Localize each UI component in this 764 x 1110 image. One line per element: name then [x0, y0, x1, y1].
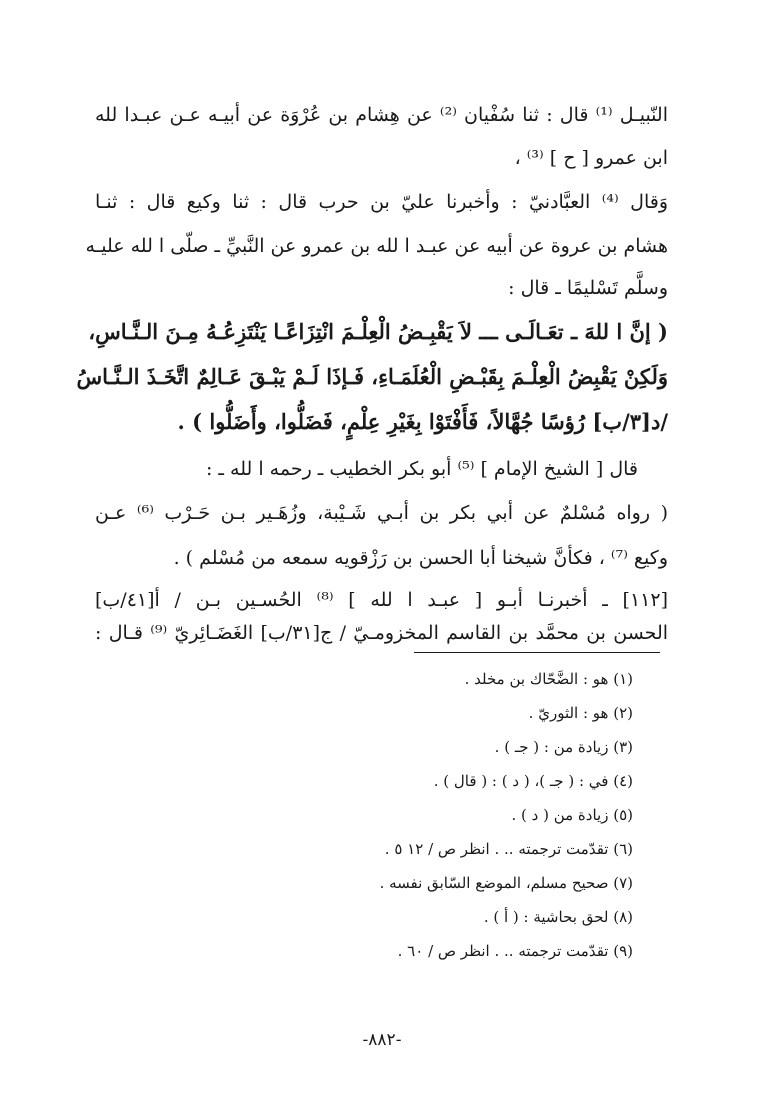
- text-line-11: وكيع ⁽⁷⁾ ، فكأنَّ شيخنا أبا الحسن بن رَزْقويه سمعه من مُسْلم ) .: [173, 547, 668, 569]
- footnote-5: (٥) زيادة من ( د ) .: [511, 806, 633, 824]
- text-line-12: [١١٢] ـ أخبرنـا أبـو [ عبـد ا لله ] ⁽⁸⁾ الحُسـين بـن / أ[٤١/ب]: [95, 589, 669, 611]
- text-line-5: وسلَّم تَسْليمًا ـ قال :: [508, 277, 668, 299]
- footnote-6: (٦) تقدّمت ترجمته .. . انظر ص / ١٢ ٥ .: [384, 840, 633, 858]
- page-number: -٨٨٢-: [362, 1030, 402, 1050]
- text-line-2: ابن عمرو [ ح ] ⁽³⁾ ،: [514, 147, 668, 169]
- footnote-separator: [414, 652, 660, 653]
- footnote-8: (٨) لحق بحاشية : ( أ ) .: [483, 908, 633, 926]
- footnote-9: (٩) تقدّمت ترجمته .. . انظر ص / ٦٠ .: [397, 942, 633, 960]
- hadith-line-1: ( إنَّ ا للهَ ـ تعَـالَـى ـــ لاَ يَقْبِـضُ الْعِلْـمَ انْتِزَاعًـا يَنْتَزِعُـهُ مِـنَ الـنَّـاسِ،: [88, 319, 668, 344]
- text-line-3: وَقال ⁽⁴⁾ العبَّادنيّ : وأخبرنا عليّ بن حرب قال : ثنا وكيع قال : ثنـا: [95, 191, 669, 213]
- footnote-2: (٢) هو : الثوريّ .: [528, 704, 633, 722]
- text-line-9: قال [ الشيخ الإمام ] ⁽⁵⁾ أبو بكر الخطيب ـ رحمه ا لله ـ :: [205, 458, 638, 480]
- hadith-line-2: وَلَكِنْ يَقْبِضُ الْعِلْـمَ بِقَبْـضِ الْعُلَمَـاءِ، فَـإذَا لَـمْ يَبْـقَ عَـالِمٌ اتَّخَـذَ الـنَّـاسُ: [76, 364, 668, 389]
- hadith-line-3: /د[٣/ب] رُؤسًا جُهَّالاً، فَأَفْتَوْا بِغَيْرِ عِلْمٍ، فَضَلُّوا، وأَضَلُّوا ) .: [177, 409, 668, 434]
- footnote-4: (٤) في : ( جـ )، ( د ) : ( قال ) .: [433, 772, 633, 790]
- footnote-7: (٧) صحيح مسلم، الموضع السّابق نفسه .: [379, 874, 633, 892]
- text-line-10: ( رواه مُسْلمٌ عن أبي بكر بن أبـي شَـيْبة، وزُهَـير بـن حَـرْب ⁽⁶⁾ عـن: [95, 502, 668, 524]
- footnote-3: (٣) زيادة من : ( جـ ) .: [494, 738, 633, 756]
- text-line-4: هشام بن عروة عن أبيه عن عبـد ا لله بن عمرو عن النَّبيِّ ـ صلّى ا لله عليـه: [85, 235, 668, 257]
- text-line-1: النّبيـل ⁽¹⁾ قال : ثنا سُفْيان ⁽²⁾ عن هِشام بن عُرْوَة عن أبيـه عـن عبـدا لله: [95, 104, 668, 126]
- text-line-13: الحسن بن محمَّد بن القاسم المخزومـيّ / ج[٣١/ب] الغَضَـائِريّ ⁽⁹⁾ قـال :: [95, 622, 669, 644]
- footnote-1: (١) هو : الضَّحّاك بن مخلد .: [464, 670, 633, 688]
